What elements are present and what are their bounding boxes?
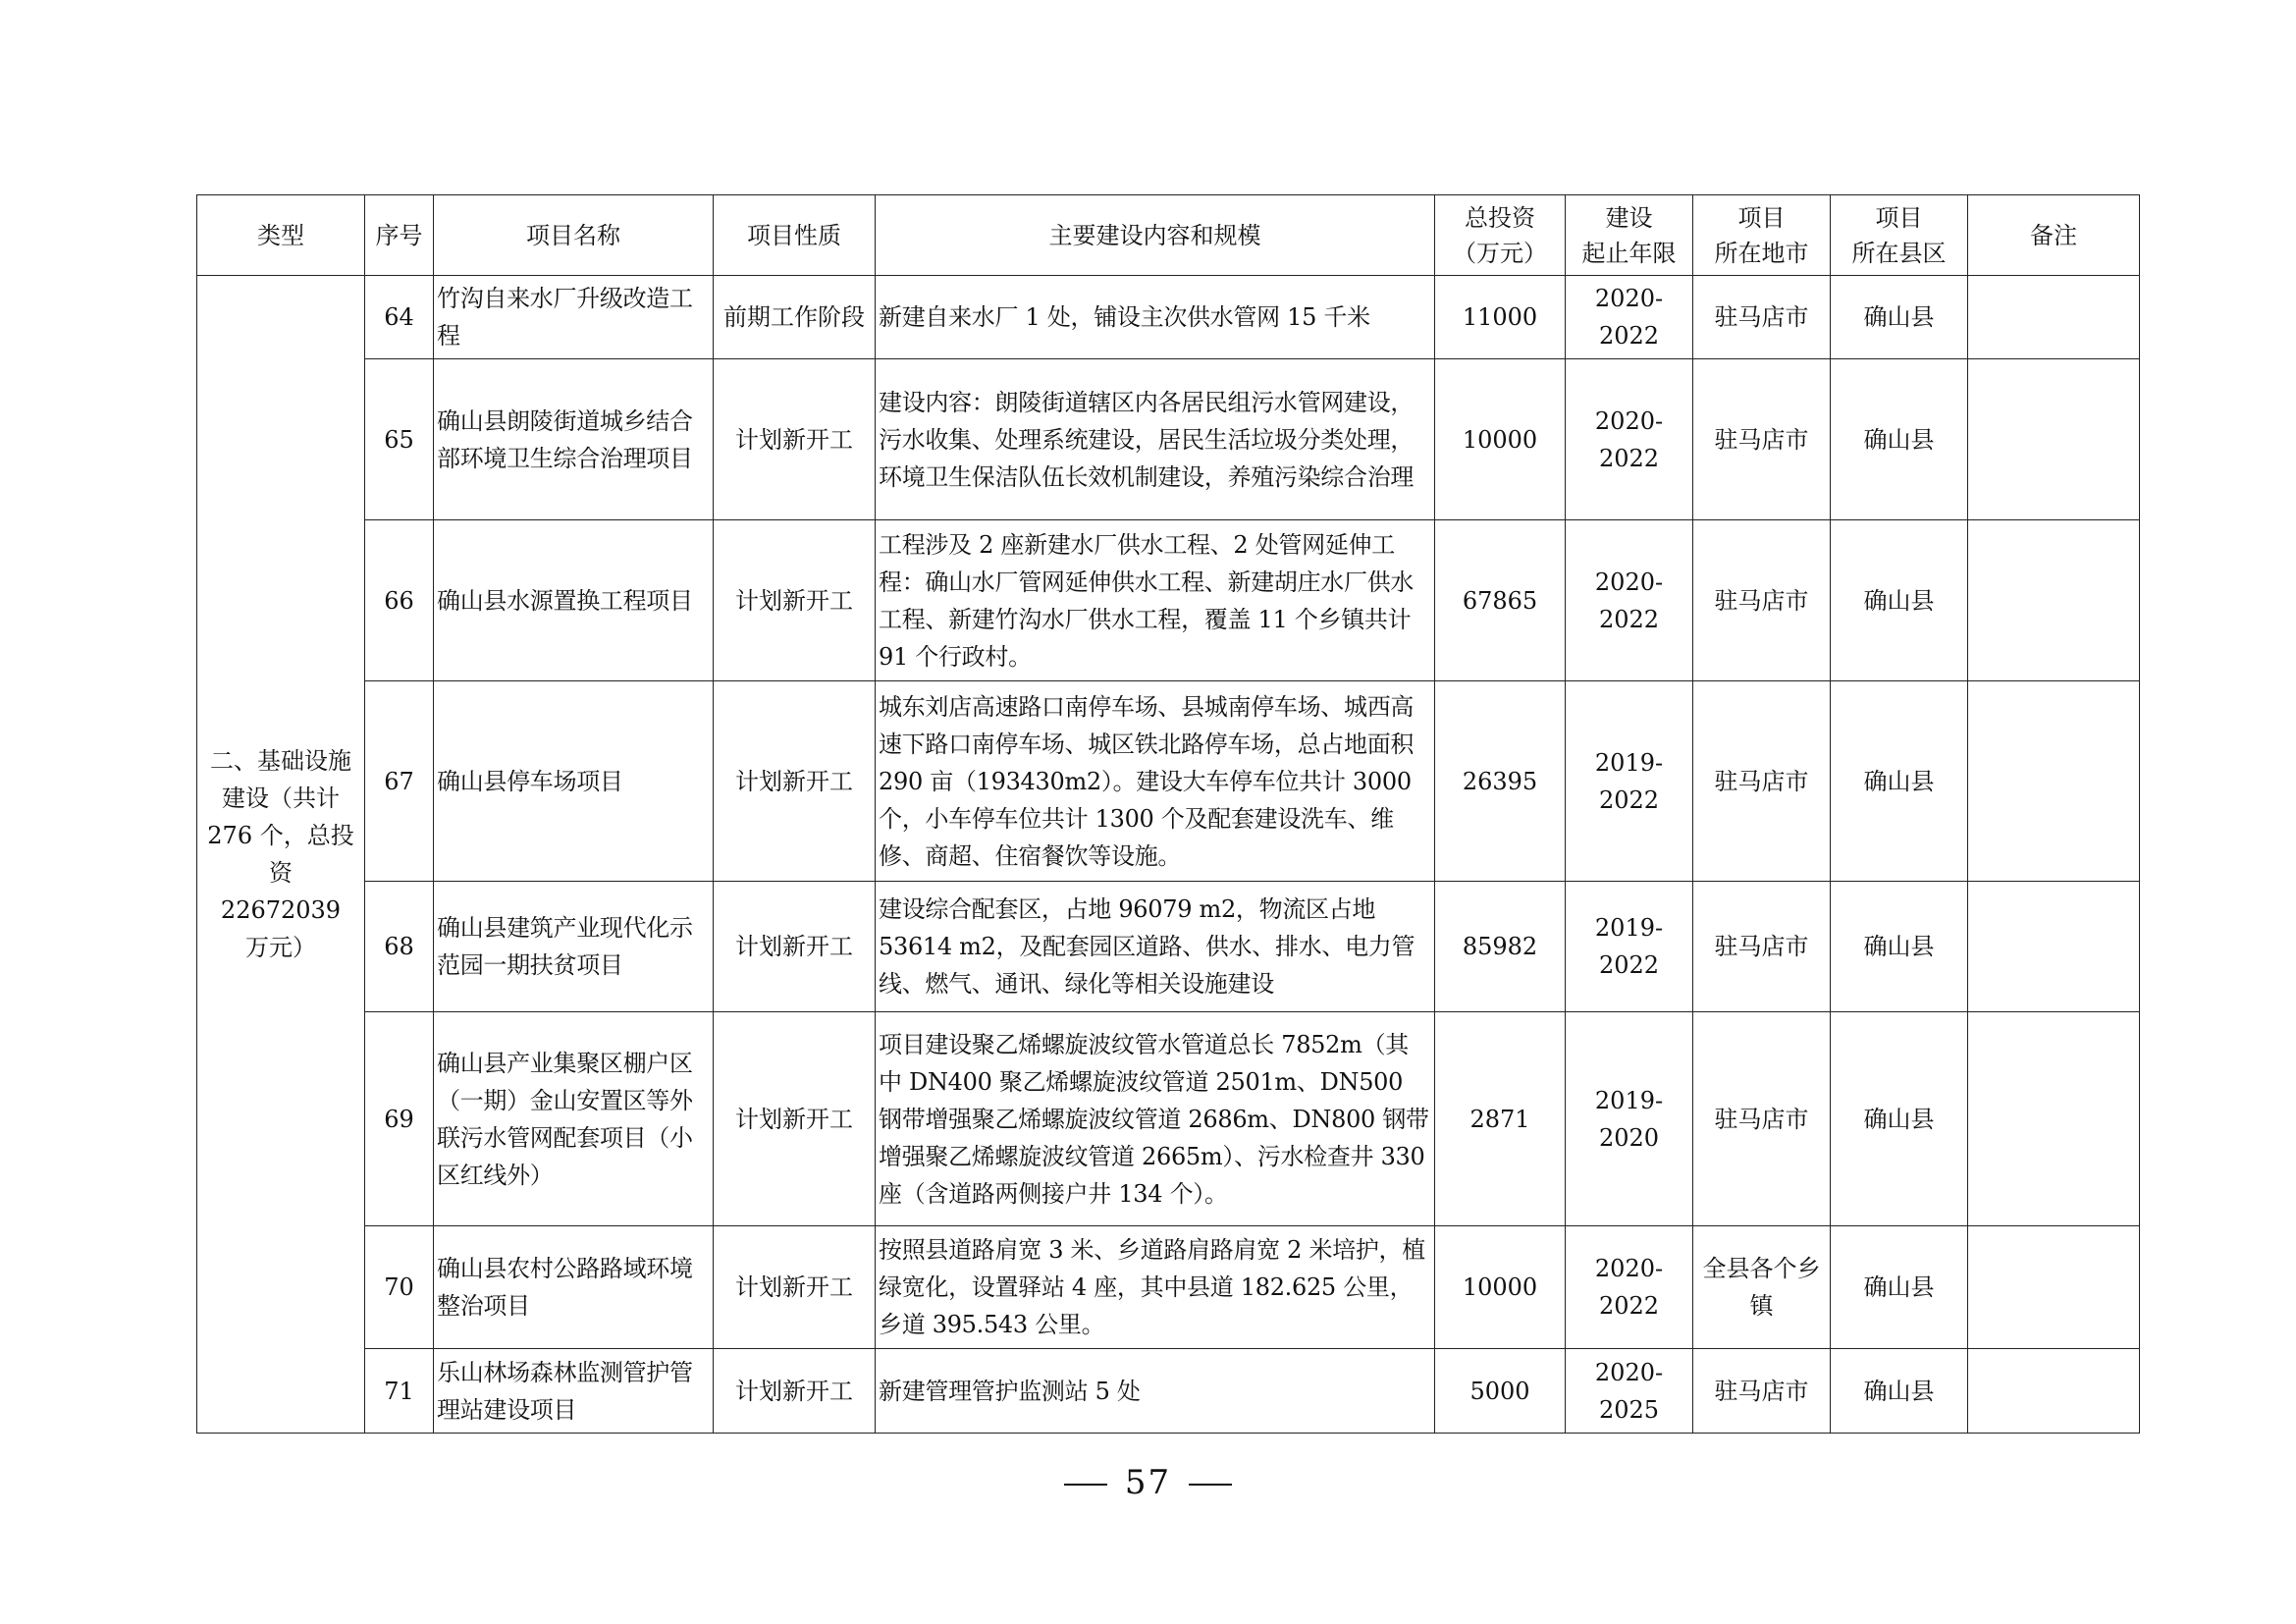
header-nature: 项目性质	[714, 195, 876, 276]
city-cell: 驻马店市	[1693, 359, 1831, 520]
content-cell: 按照县道路肩宽 3 米、乡道路肩路肩宽 2 米培护，植绿宽化，设置驿站 4 座，其中县道 182.625 公里，乡道 395.543 公里。	[876, 1226, 1435, 1349]
remark-cell	[1968, 882, 2140, 1012]
header-period-line1: 建设	[1605, 203, 1653, 232]
header-seq: 序号	[365, 195, 434, 276]
seq-cell: 70	[365, 1226, 434, 1349]
county-cell: 确山县	[1831, 276, 1968, 359]
nature-cell: 计划新开工	[714, 1349, 876, 1434]
city-cell: 驻马店市	[1693, 1012, 1831, 1226]
seq-cell: 64	[365, 276, 434, 359]
header-period	[1566, 195, 1693, 276]
remark-cell	[1968, 1012, 2140, 1226]
header-county	[1831, 195, 1968, 276]
seq-cell: 68	[365, 882, 434, 1012]
header-content: 主要建设内容和规模	[876, 195, 1435, 276]
table-row	[197, 1349, 2140, 1434]
seq-cell: 65	[365, 359, 434, 520]
page-number-dash	[1189, 1484, 1232, 1486]
remark-cell	[1968, 681, 2140, 882]
period-cell: 2020-2022	[1566, 359, 1693, 520]
county-cell: 确山县	[1831, 1349, 1968, 1434]
category-line: 建设（共计	[222, 785, 340, 812]
invest-cell: 85982	[1435, 882, 1566, 1012]
page-number-value: 57	[1124, 1463, 1172, 1502]
category-line: 276 个，总投资	[207, 822, 354, 887]
nature-cell: 计划新开工	[714, 1226, 876, 1349]
project-table	[196, 194, 2140, 1434]
county-cell: 确山县	[1831, 359, 1968, 520]
period-cell: 2019-2020	[1566, 1012, 1693, 1226]
period-cell: 2020-2025	[1566, 1349, 1693, 1434]
invest-cell: 5000	[1435, 1349, 1566, 1434]
content-cell: 城东刘店高速路口南停车场、县城南停车场、城西高速下路口南停车场、城区铁北路停车场，总占地面积 290 亩（193430m2）。建设大车停车位共计 3000 个，小车停车位共计 1300 个及配套建设洗车、维修、商超、住宿餐饮等设施。	[876, 681, 1435, 882]
category-line: 二、基础设施	[210, 747, 351, 775]
header-city-line1: 项目	[1737, 203, 1786, 232]
invest-cell: 26395	[1435, 681, 1566, 882]
invest-cell: 10000	[1435, 1226, 1566, 1349]
nature-cell: 计划新开工	[714, 681, 876, 882]
county-cell: 确山县	[1831, 1226, 1968, 1349]
content-cell: 工程涉及 2 座新建水厂供水工程、2 处管网延伸工程：确山水厂管网延伸供水工程、新建胡庄水厂供水工程、新建竹沟水厂供水工程，覆盖 11 个乡镇共计 91 个行政村。	[876, 520, 1435, 681]
county-cell: 确山县	[1831, 520, 1968, 681]
period-cell: 2020-2022	[1566, 520, 1693, 681]
header-period-line2: 起止年限	[1581, 239, 1677, 267]
category-line: 22672039	[220, 896, 342, 924]
header-city	[1693, 195, 1831, 276]
remark-cell	[1968, 1226, 2140, 1349]
category-line: 万元）	[245, 934, 316, 961]
table-row	[197, 1226, 2140, 1349]
header-name: 项目名称	[434, 195, 714, 276]
county-cell: 确山县	[1831, 882, 1968, 1012]
remark-cell	[1968, 1349, 2140, 1434]
seq-cell: 66	[365, 520, 434, 681]
header-county-line2: 所在县区	[1851, 239, 1947, 267]
header-invest-line1: 总投资	[1465, 203, 1535, 232]
header-county-line1: 项目	[1875, 203, 1923, 232]
nature-cell: 前期工作阶段	[714, 276, 876, 359]
invest-cell: 10000	[1435, 359, 1566, 520]
page-number	[0, 1463, 2296, 1502]
project-name-cell: 确山县建筑产业现代化示范园一期扶贫项目	[434, 882, 714, 1012]
period-cell: 2020-2022	[1566, 1226, 1693, 1349]
table-row	[197, 359, 2140, 520]
project-name-cell: 确山县农村公路路域环境整治项目	[434, 1226, 714, 1349]
city-cell: 驻马店市	[1693, 1349, 1831, 1434]
period-cell: 2019-2022	[1566, 681, 1693, 882]
header-remark: 备注	[1968, 195, 2140, 276]
project-name-cell: 乐山林场森林监测管护管理站建设项目	[434, 1349, 714, 1434]
city-cell: 驻马店市	[1693, 882, 1831, 1012]
table-row	[197, 520, 2140, 681]
city-cell: 驻马店市	[1693, 681, 1831, 882]
header-city-line2: 所在地市	[1714, 239, 1809, 267]
invest-cell: 11000	[1435, 276, 1566, 359]
content-cell: 建设内容：朗陵街道辖区内各居民组污水管网建设，污水收集、处理系统建设，居民生活垃圾分类处理，环境卫生保洁队伍长效机制建设，养殖污染综合治理	[876, 359, 1435, 520]
nature-cell: 计划新开工	[714, 1012, 876, 1226]
period-cell: 2020-2022	[1566, 276, 1693, 359]
page-number-dash	[1064, 1484, 1107, 1486]
county-cell: 确山县	[1831, 1012, 1968, 1226]
invest-cell: 2871	[1435, 1012, 1566, 1226]
content-cell: 新建自来水厂 1 处，铺设主次供水管网 15 千米	[876, 276, 1435, 359]
category-cell	[197, 276, 365, 1434]
content-cell: 项目建设聚乙烯螺旋波纹管水管道总长 7852m（其中 DN400 聚乙烯螺旋波纹管道 2501m、DN500 钢带增强聚乙烯螺旋波纹管道 2686m、DN800 钢带增强聚乙烯螺旋波纹管道 2665m）、污水检查井 330 座（含道路两侧接户井 134 个）。	[876, 1012, 1435, 1226]
seq-cell: 67	[365, 681, 434, 882]
county-cell: 确山县	[1831, 681, 1968, 882]
city-cell: 全县各个乡镇	[1693, 1226, 1831, 1349]
project-name-cell: 确山县停车场项目	[434, 681, 714, 882]
table-row	[197, 882, 2140, 1012]
nature-cell: 计划新开工	[714, 520, 876, 681]
project-name-cell: 确山县朗陵街道城乡结合部环境卫生综合治理项目	[434, 359, 714, 520]
table-row	[197, 681, 2140, 882]
remark-cell	[1968, 359, 2140, 520]
remark-cell	[1968, 520, 2140, 681]
table-row	[197, 1012, 2140, 1226]
period-cell: 2019-2022	[1566, 882, 1693, 1012]
content-cell: 新建管理管护监测站 5 处	[876, 1349, 1435, 1434]
nature-cell: 计划新开工	[714, 882, 876, 1012]
city-cell: 驻马店市	[1693, 520, 1831, 681]
nature-cell: 计划新开工	[714, 359, 876, 520]
seq-cell: 71	[365, 1349, 434, 1434]
header-type: 类型	[197, 195, 365, 276]
project-name-cell: 确山县产业集聚区棚户区（一期）金山安置区等外联污水管网配套项目（小区红线外）	[434, 1012, 714, 1226]
content-cell: 建设综合配套区，占地 96079 m2，物流区占地 53614 m2，及配套园区道路、供水、排水、电力管线、燃气、通讯、绿化等相关设施建设	[876, 882, 1435, 1012]
header-row	[197, 195, 2140, 276]
project-name-cell: 竹沟自来水厂升级改造工程	[434, 276, 714, 359]
table-row	[197, 276, 2140, 359]
city-cell: 驻马店市	[1693, 276, 1831, 359]
header-invest	[1435, 195, 1566, 276]
header-invest-line2: （万元）	[1453, 239, 1547, 267]
project-name-cell: 确山县水源置换工程项目	[434, 520, 714, 681]
remark-cell	[1968, 276, 2140, 359]
seq-cell: 69	[365, 1012, 434, 1226]
invest-cell: 67865	[1435, 520, 1566, 681]
